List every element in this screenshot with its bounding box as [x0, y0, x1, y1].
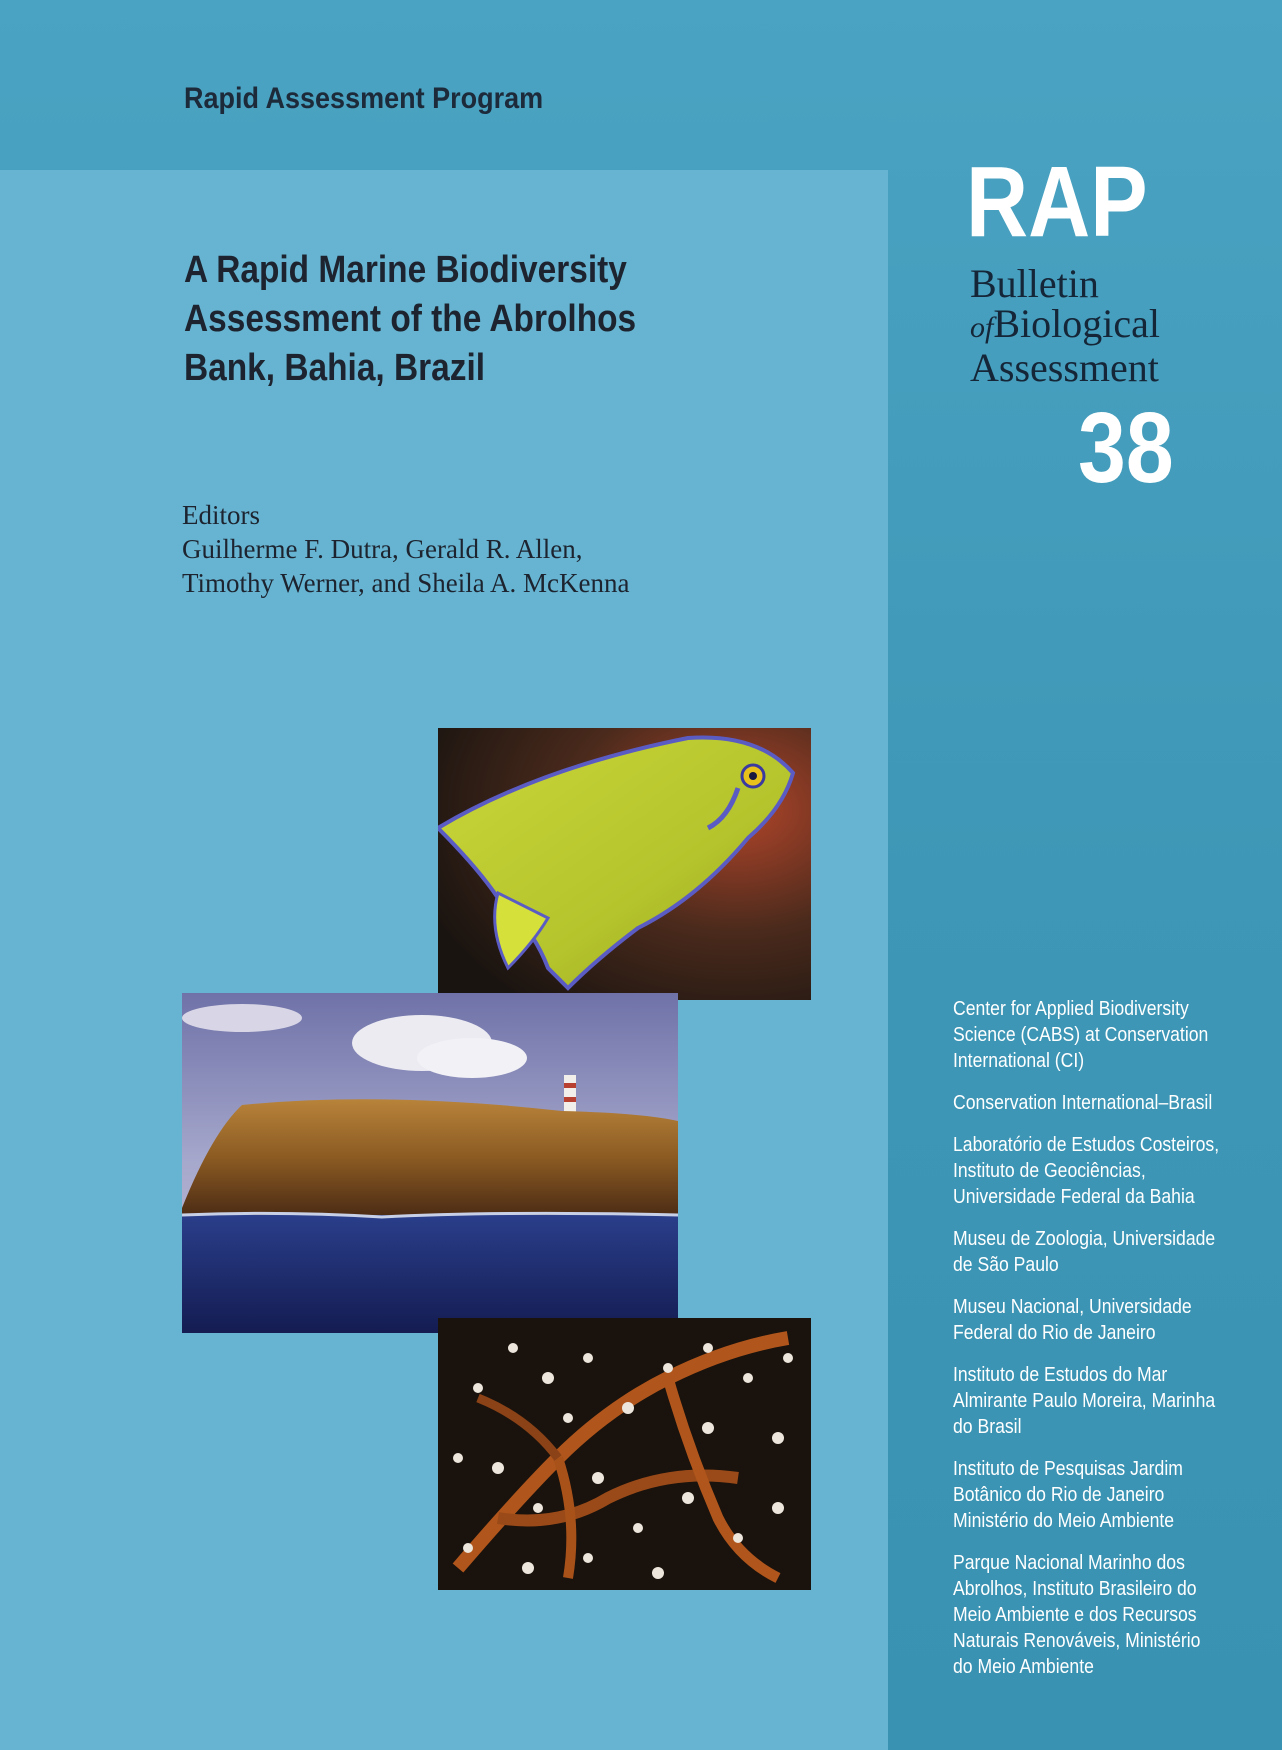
- series-of: of: [970, 311, 994, 344]
- organization-line: Almirante Paulo Moreira, Marinha: [953, 1390, 1216, 1412]
- organization-line: Instituto de Pesquisas Jardim: [953, 1458, 1183, 1480]
- organization-line: Meio Ambiente e dos Recursos: [953, 1604, 1197, 1626]
- editors-names: Guilherme F. Dutra, Gerald R. Allen,: [182, 534, 583, 564]
- organization-line: Instituto de Geociências,: [953, 1160, 1146, 1182]
- organization-line: Conservation International–Brasil: [953, 1092, 1213, 1114]
- series-name: [970, 261, 1160, 390]
- organization-line: Abrolhos, Instituto Brasileiro do: [953, 1578, 1197, 1600]
- organization-entry: [953, 1226, 1235, 1278]
- organization-line: de São Paulo: [953, 1254, 1059, 1276]
- issue-number: 38: [1078, 392, 1174, 504]
- rap-logo: RAP: [966, 146, 1148, 258]
- coral-photo: [438, 1318, 811, 1590]
- organization-entry: [953, 996, 1235, 1074]
- organization-line: Science (CABS) at Conservation: [953, 1024, 1209, 1046]
- program-name: Rapid Assessment Program: [184, 82, 544, 115]
- organization-line: Parque Nacional Marinho dos: [953, 1552, 1185, 1574]
- cover-title: [184, 246, 730, 393]
- title-line: Bank, Bahia, Brazil: [184, 347, 486, 389]
- title-line: A Rapid Marine Biodiversity: [184, 249, 627, 291]
- organization-line: do Brasil: [953, 1416, 1022, 1438]
- organization-line: Universidade Federal da Bahia: [953, 1186, 1195, 1208]
- series-assessment: Assessment: [970, 345, 1159, 390]
- title-line: Assessment of the Abrolhos: [184, 298, 637, 340]
- series-biological: Biological: [993, 301, 1160, 346]
- island-photo: [182, 993, 678, 1333]
- organization-line: Center for Applied Biodiversity: [953, 998, 1189, 1020]
- organization-entry: [953, 1362, 1235, 1440]
- organization-entry: [953, 1090, 1235, 1116]
- organization-line: Federal do Rio de Janeiro: [953, 1322, 1156, 1344]
- organization-line: Museu Nacional, Universidade: [953, 1296, 1192, 1318]
- editors-heading: Editors: [182, 500, 260, 530]
- organization-entry: [953, 1550, 1235, 1680]
- organization-line: do Meio Ambiente: [953, 1656, 1094, 1678]
- organization-entry: [953, 1294, 1235, 1346]
- organization-line: Instituto de Estudos do Mar: [953, 1364, 1168, 1386]
- organization-line: Ministério do Meio Ambiente: [953, 1510, 1175, 1532]
- organization-entry: [953, 1132, 1235, 1210]
- organizations-list: [953, 996, 1273, 1696]
- organization-line: Botânico do Rio de Janeiro: [953, 1484, 1165, 1506]
- angelfish-photo: [438, 728, 811, 1000]
- organization-line: International (CI): [953, 1050, 1085, 1072]
- organization-line: Museu de Zoologia, Universidade: [953, 1228, 1216, 1250]
- organization-entry: [953, 1456, 1235, 1534]
- organization-line: Laboratório de Estudos Costeiros,: [953, 1134, 1220, 1156]
- series-bulletin: Bulletin: [970, 261, 1099, 306]
- editors-names: Timothy Werner, and Sheila A. McKenna: [182, 568, 630, 598]
- organization-line: Naturais Renováveis, Ministério: [953, 1630, 1201, 1652]
- editors-block: [182, 498, 629, 600]
